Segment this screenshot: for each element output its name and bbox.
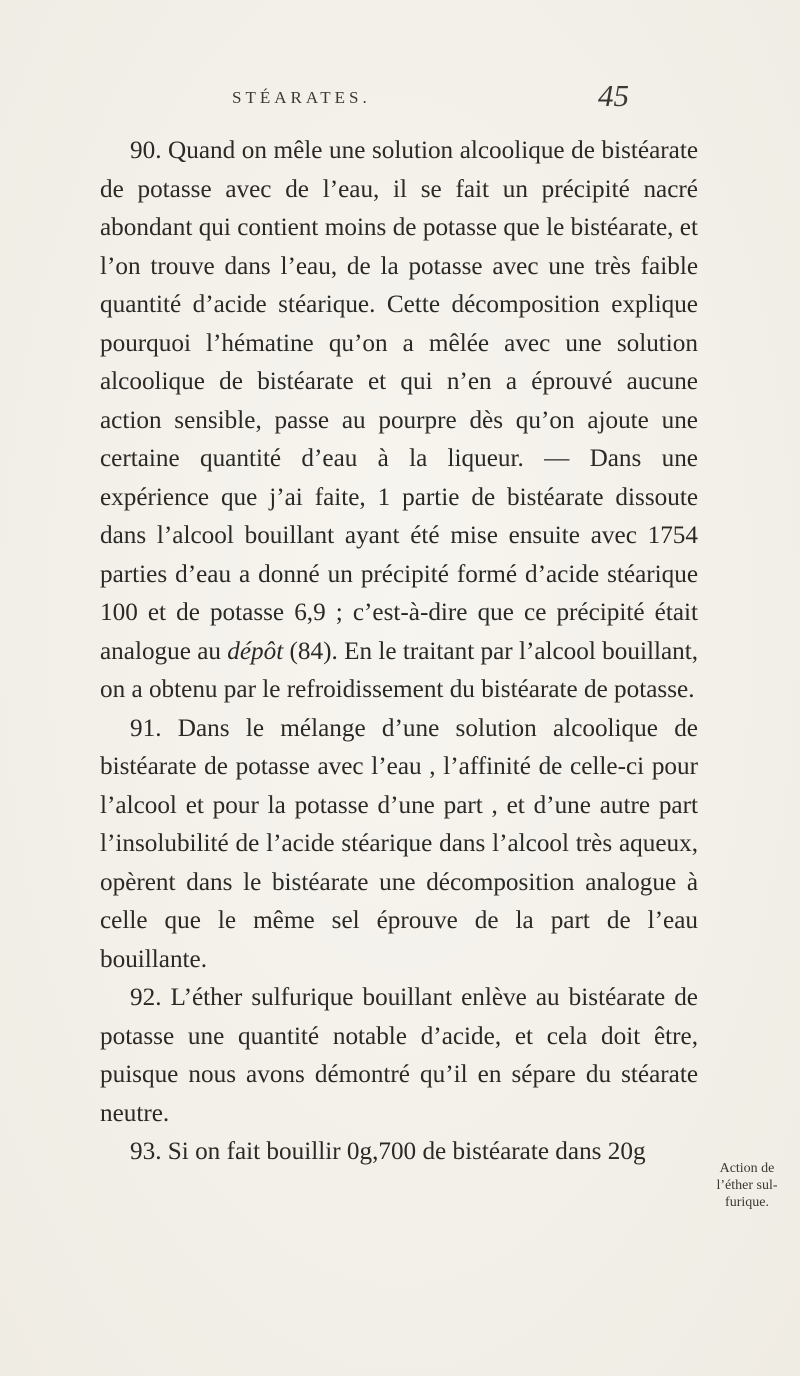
- paragraph-90-end: (84). En le traitant par l’alcool bouillant, on a obtenu par le refroidissement du bistéarate de potasse.: [100, 637, 699, 703]
- paragraph-90: [100, 132, 698, 710]
- paragraph-90-text: 90. Quand on mêle une solution alcoolique de bistéarate de potasse avec de l’eau, il se fait un précipité nacré abondant qui contient moins de potasse que le bistéarate, et l’on trouve dans l’eau, de la potasse avec une très faible quantité d’acide stéarique. Cette décomposition explique pourquoi l’hématine qu’on a mêlée avec une solution alcoolique de bistéarate et qui n’en a éprouvé aucune action sensible, passe au pourpre dès qu’on ajoute une certaine quantité d’eau à la liqueur. — Dans une expérience que j’ai faite, 1 partie de bistéarate dissoute dans l’alcool bouillant ayant été mise ensuite avec 1754 parties d’eau a donné un précipité formé d’acide stéarique 100 et de potasse 6,9 ; c’est-à-dire que ce précipité était analogue au: [100, 137, 698, 665]
- margin-note-line: furique.: [725, 1195, 769, 1210]
- body-text: [100, 132, 698, 1172]
- running-title: STÉARATES.: [232, 88, 371, 107]
- page-number: 45: [598, 78, 629, 113]
- italic-term: dépôt: [227, 637, 284, 665]
- paragraph-91: 91. Dans le mélange d’une solution alcoolique de bistéarate de potasse avec l’eau , l’affinité de celle-ci pour l’alcool et pour la potasse d’une part , et d’une autre part l’insolubilité de l’acide stéarique dans l’alcool très aqueux, opèrent dans le bistéarate une décomposition analogue à celle que le même sel éprouve de la part de l’eau bouillante.: [100, 714, 698, 973]
- running-head: [0, 78, 800, 128]
- margin-note-line: l’éther sul-: [716, 1178, 778, 1193]
- paragraph-93: 93. Si on fait bouillir 0g,700 de bistéarate dans 20g: [130, 1138, 646, 1165]
- margin-note: [703, 1160, 791, 1211]
- paragraph-92: 92. L’éther sulfurique bouillant enlève au bistéarate de potasse une quantité notable d’acide, et cela doit être, puisque nous avons démontré qu’il en sépare du stéarate neutre.: [100, 984, 698, 1127]
- margin-note-line: Action de: [719, 1161, 775, 1176]
